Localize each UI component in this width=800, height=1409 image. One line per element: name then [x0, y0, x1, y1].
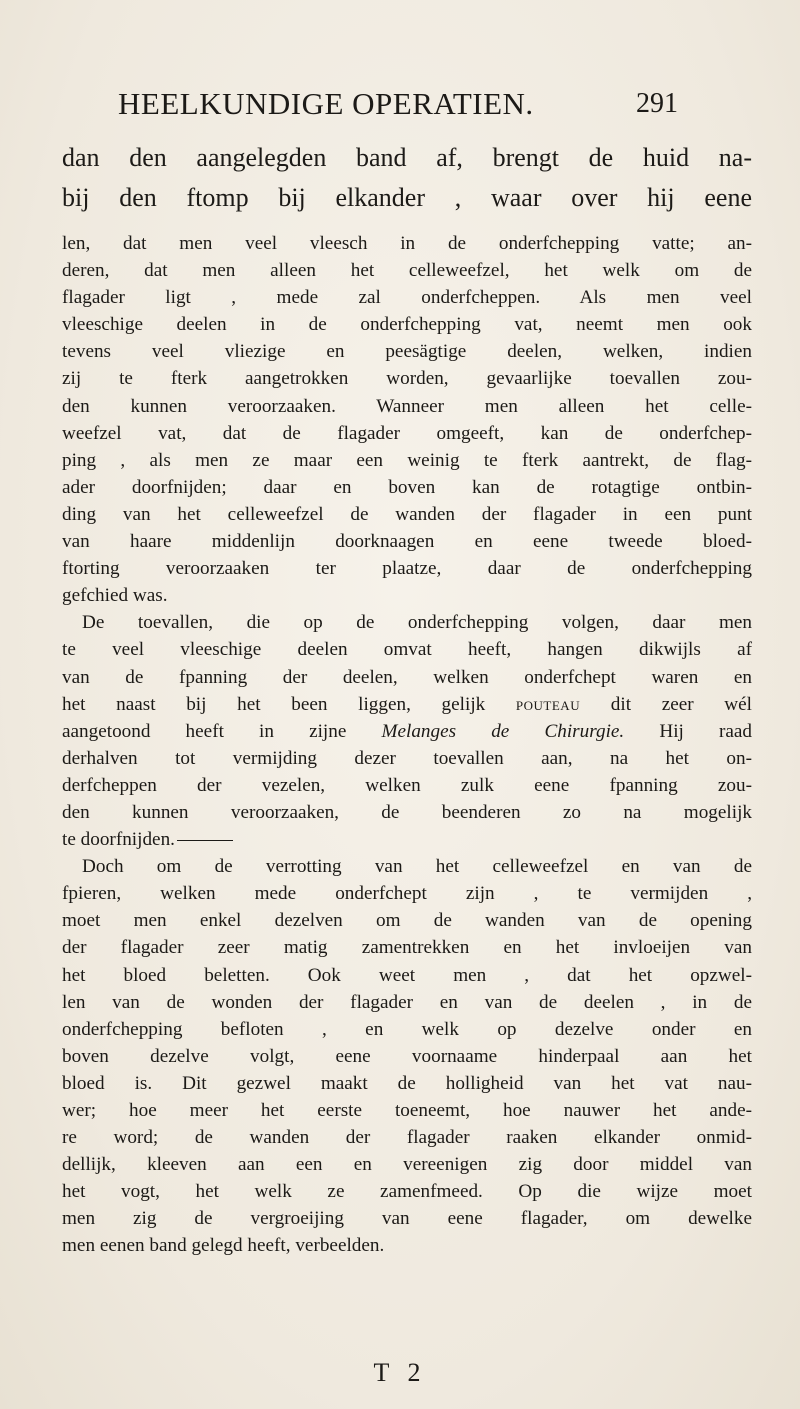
text-line: van haare middenlijn doorknaagen en eene tweede bloed-: [62, 531, 752, 553]
author-name: pouteau: [515, 693, 581, 715]
text-line: dan den aangelegden band af, brengt de huid na-: [62, 143, 752, 172]
body-text: [62, 138, 752, 1260]
text-line: ding van het celleweefzel de wanden der flagader in een punt: [62, 503, 752, 525]
text-line: derhalven tot vermijding dezer toevallen aan, na het on-: [62, 747, 752, 769]
text-line: re word; de wanden der flagader raaken elkander onmid-: [62, 1127, 752, 1149]
text-fragment: het naast bij het been liggen, gelijk: [62, 693, 486, 715]
text-line: der flagader zeer matig zamentrekken en het invloeijen van: [62, 937, 752, 959]
text-line: len, dat men veel vleesch in de onderfchepping vatte; an-: [62, 233, 752, 254]
text-line: wer; hoe meer het eerste toeneemt, hoe nauwer het ande-: [62, 1100, 752, 1121]
text-line: flagader ligt , mede zal onderfcheppen. Als men veel: [62, 287, 752, 309]
text-line: len van de wonden der flagader en van de deelen , in de: [62, 991, 752, 1013]
text-line: ader doorfnijden; daar en boven kan de rotagtige ontbin-: [62, 476, 752, 498]
signature-mark: T 2: [373, 1358, 427, 1387]
text-line: boven dezelve volgt, eene voornaame hinderpaal aan het: [62, 1045, 752, 1067]
running-title: HEELKUNDIGE OPERATIEN.: [118, 86, 534, 121]
text-fragment: Hij raad: [659, 720, 753, 742]
text-line: moet men enkel dezelven om de wanden van de opening: [62, 910, 752, 932]
text-line: den kunnen veroorzaaken. Wanneer men alleen het celle-: [62, 395, 752, 417]
text-line: weefzel vat, dat de flagader omgeeft, kan de onderfchep-: [62, 422, 752, 444]
text-line: derfcheppen der vezelen, welken zulk eene fpanning zou-: [62, 774, 752, 796]
text-line: den kunnen veroorzaaken, de beenderen zo na mogelijk: [62, 801, 752, 823]
text-fragment: aangetoond heeft in zijne: [62, 720, 347, 742]
text-line: dellijk, kleeven aan een en vereenigen zig door middel van: [62, 1154, 752, 1176]
text-line: tevens veel vliezige en peesägtige deelen, welken, indien: [62, 341, 752, 363]
text-line: deren, dat men alleen het celleweefzel, het welk om de: [62, 260, 752, 282]
text-line: men zig de vergroeijing van eene flagader, om dewelke: [62, 1208, 752, 1230]
text-fragment: te doorfnijden.: [62, 829, 233, 850]
text-line: vleeschige deelen in de onderfchepping vat, neemt men ook: [62, 314, 752, 336]
text-line: bloed is. Dit gezwel maakt de holligheid van het vat nau-: [62, 1072, 752, 1094]
text-line: van de fpanning der deelen, welken onderfchept waren en: [62, 666, 752, 688]
text-fragment: dit zeer wél: [610, 693, 752, 715]
text-line: zij te fterk aangetrokken worden, gevaarlijke toevallen zou-: [62, 368, 752, 390]
text-line: [62, 826, 752, 853]
page-number: 291: [636, 88, 678, 119]
text-line: ftorting veroorzaaken ter plaatze, daar de onderfchepping: [62, 558, 752, 580]
text-line: Doch om de verrotting van het celleweefzel en van de: [82, 856, 752, 878]
text-line: [62, 691, 752, 718]
running-head: [118, 86, 678, 126]
text-line: bij den ftomp bij elkander , waar over hij eene: [62, 183, 752, 212]
book-title: Melanges de Chirurgie.: [381, 720, 625, 742]
text-line: gefchied was.: [62, 585, 168, 607]
text-line: het bloed beletten. Ook weet men , dat het opzwel-: [62, 964, 752, 986]
text-line: men eenen band gelegd heeft, verbeelden.: [62, 1235, 385, 1257]
text-line: [62, 718, 752, 745]
text-line: fpieren, welken mede onderfchept zijn , te vermijden ,: [62, 883, 752, 905]
text-line: onderfchepping befloten , en welk op dezelve onder en: [62, 1018, 752, 1040]
text-line: De toevallen, die op de onderfchepping volgen, daar men: [82, 612, 752, 634]
text-line: te veel vleeschige deelen omvat heeft, hangen dikwijls af: [62, 639, 752, 661]
text-line: het vogt, het welk ze zamenfmeed. Op die wijze moet: [62, 1181, 752, 1203]
spacer: [62, 218, 752, 230]
text-line: ping , als men ze maar een weinig te fterk aantrekt, de flag-: [62, 449, 752, 471]
